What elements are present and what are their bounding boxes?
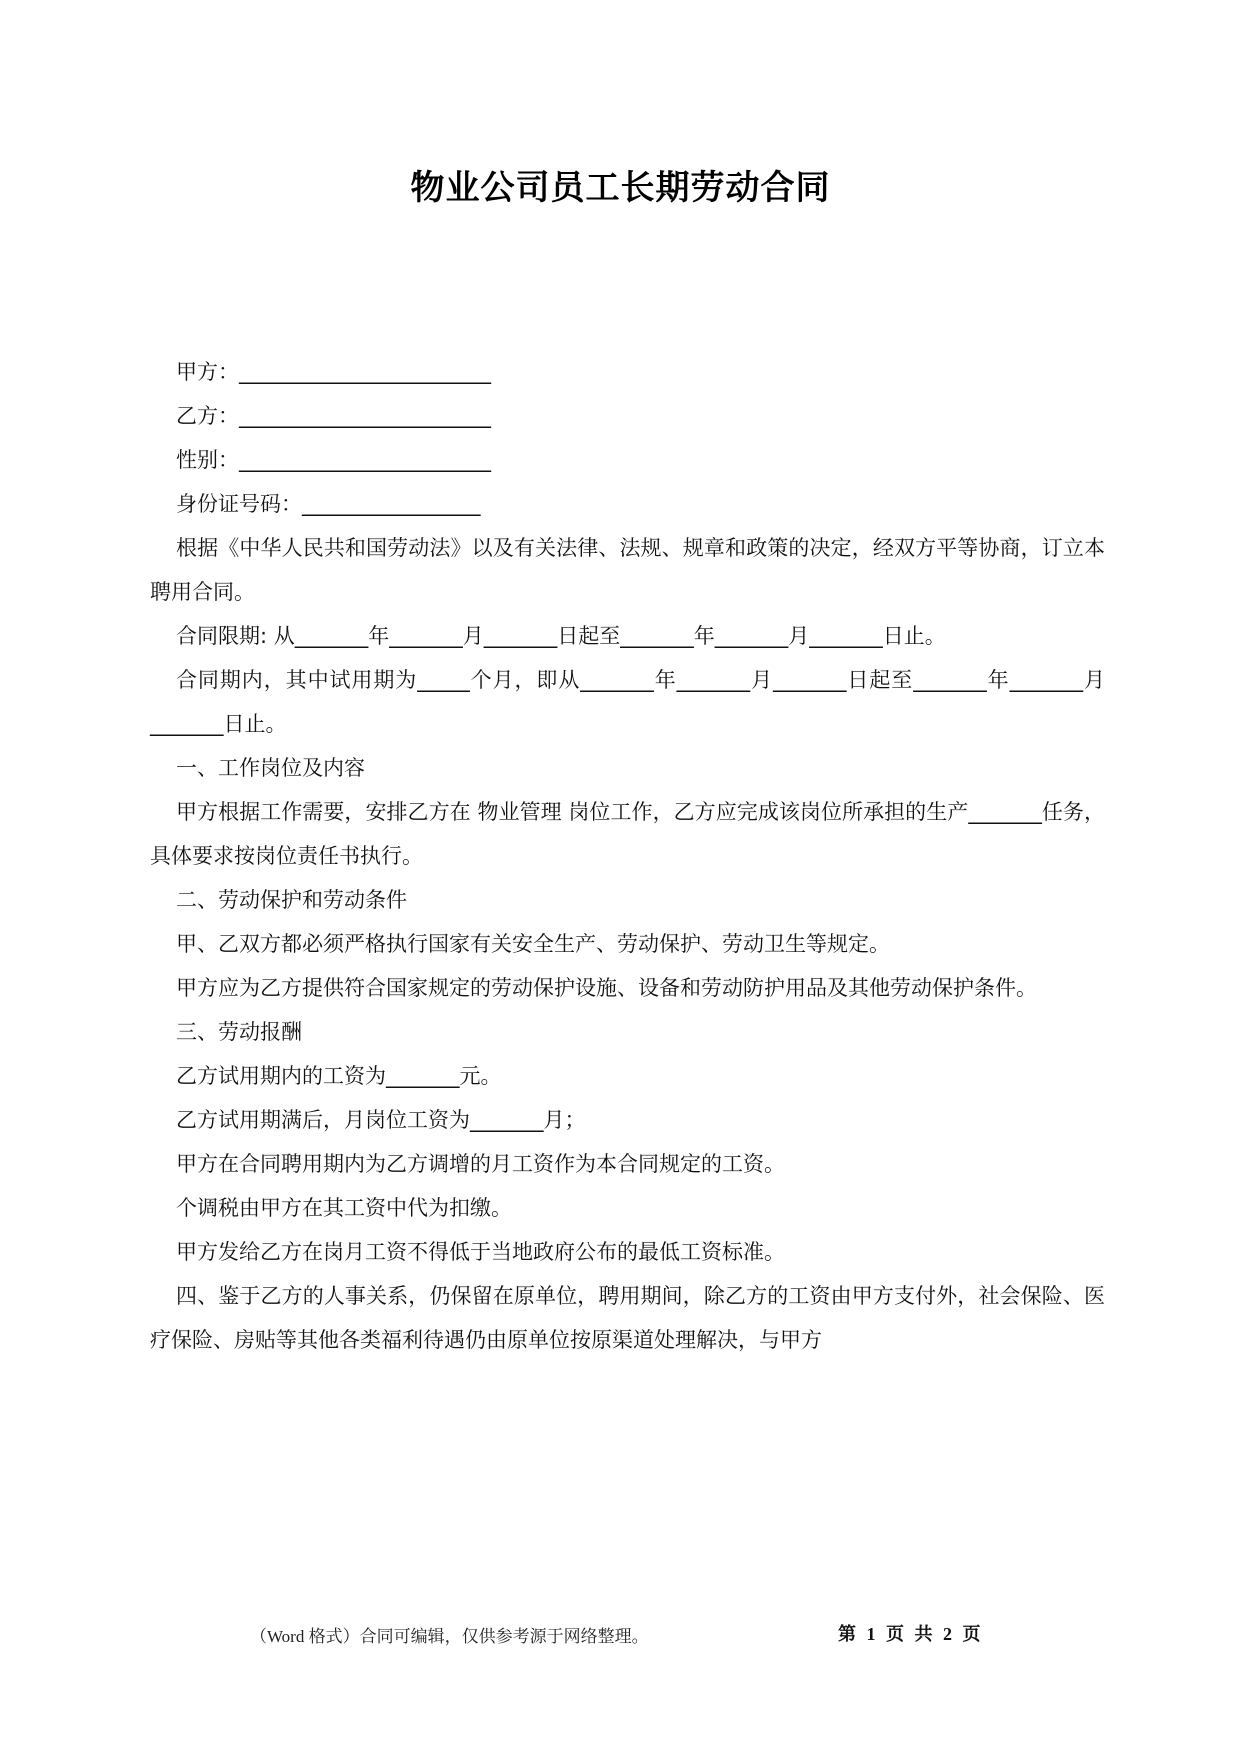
field-blank[interactable]: ________________________ xyxy=(239,360,491,384)
field-party-b xyxy=(150,394,1105,438)
page-indicator: 第 1 页 共 2 页 xyxy=(838,1624,984,1644)
field-blank[interactable]: _________________ xyxy=(302,492,481,516)
paragraph-job-content: 甲方根据工作需要，安排乙方在 物业管理 岗位工作，乙方应完成该岗位所承担的生产_______任务，具体要求按岗位责任书执行。 xyxy=(150,800,1105,868)
field-blank[interactable]: ________________________ xyxy=(239,404,491,428)
paragraph-section-4: 四、鉴于乙方的人事关系，仍保留在原单位，聘用期间，除乙方的工资由甲方支付外，社会保险、医疗保险、房贴等其他各类福利待遇仍由原单位按原渠道处理解决，与甲方 xyxy=(150,1284,1105,1352)
field-party-a xyxy=(150,350,1105,394)
field-label: 身份证号码： xyxy=(176,492,302,516)
field-gender xyxy=(150,438,1105,482)
field-blank[interactable]: ________________________ xyxy=(239,448,491,472)
section-heading-3: 三、劳动报酬 xyxy=(176,1020,302,1044)
field-label: 性别： xyxy=(176,448,239,472)
paragraph-protection: 甲方应为乙方提供符合国家规定的劳动保护设施、设备和劳动防护用品及其他劳动保护条件。 xyxy=(176,976,1037,1000)
footer-note: （Word 格式）合同可编辑，仅供参考源于网络整理。 xyxy=(250,1627,649,1646)
field-id-number xyxy=(150,482,1105,526)
paragraph-contract-term: 合同限期: 从_______年_______月_______日起至_______年_______月_______日止。 xyxy=(176,624,946,648)
paragraph-safety: 甲、乙双方都必须严格执行国家有关安全生产、劳动保护、劳动卫生等规定。 xyxy=(176,932,890,956)
field-label: 甲方： xyxy=(176,360,239,384)
section-heading-2: 二、劳动保护和劳动条件 xyxy=(176,888,407,912)
paragraph-probation-wage: 乙方试用期内的工资为_______元。 xyxy=(176,1064,502,1088)
paragraph-post-wage: 乙方试用期满后，月岗位工资为_______月； xyxy=(176,1108,586,1132)
paragraph-tax: 个调税由甲方在其工资中代为扣缴。 xyxy=(176,1196,512,1220)
paragraph-probation: 合同期内，其中试用期为_____个月，即从_______年_______月_______日起至_______年_______月_______日止。 xyxy=(150,668,1105,736)
field-label: 乙方： xyxy=(176,404,239,428)
section-heading-1: 一、工作岗位及内容 xyxy=(176,756,365,780)
document-title: 物业公司员工长期劳动合同 xyxy=(410,168,831,208)
paragraph-minimum-wage: 甲方发给乙方在岗月工资不得低于当地政府公布的最低工资标准。 xyxy=(176,1240,785,1264)
paragraph-wage-increase: 甲方在合同聘用期内为乙方调增的月工资作为本合同规定的工资。 xyxy=(176,1152,785,1176)
paragraph-preamble: 根据《中华人民共和国劳动法》以及有关法律、法规、规章和政策的决定，经双方平等协商，订立本聘用合同。 xyxy=(150,536,1105,604)
document-body xyxy=(150,350,1105,1362)
